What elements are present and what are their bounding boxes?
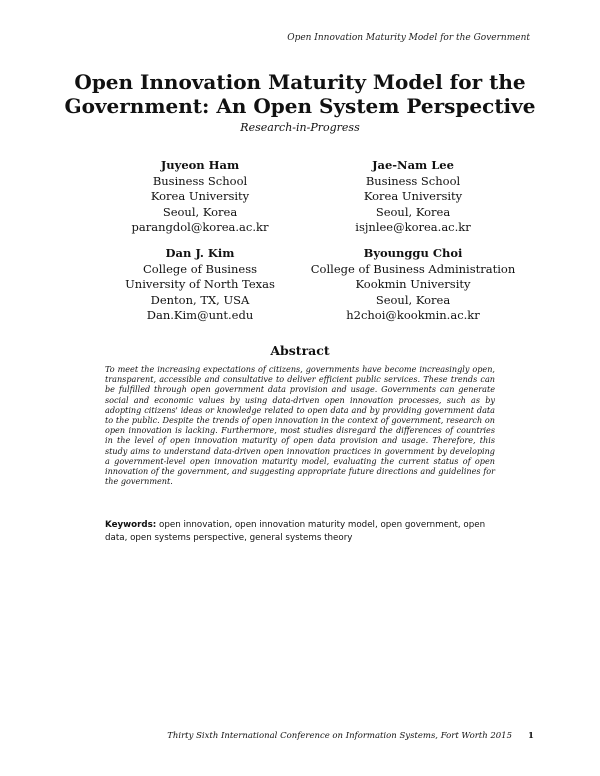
footer-conference: Thirty Sixth International Conference on Information Systems, Fort Worth 2015 (167, 731, 512, 741)
author-block (100, 246, 300, 324)
author-institution: University of North Texas (125, 277, 275, 291)
author-institution: Korea University (363, 189, 463, 203)
abstract-heading: Abstract (270, 343, 330, 358)
author-name: Dan J. Kim (165, 246, 235, 260)
author-block (283, 246, 543, 324)
author-institution: Korea University (150, 189, 250, 203)
page-number: 1 (528, 731, 534, 741)
abstract-body: To meet the increasing expectations of citizens, governments have become increasingly open, transparent, accessible and consultative to deliver efficient public services. These trends can be fulfilled through open government data provision and usage. Governments can generate social and economic values by using data-driven open innovation processes, such as by adopting citizens' ideas or knowledge related to open data and by providing government data to the public. Despite the trends of open innovation in the context of government, research on open innovation is lacking. Furthermore, most studies disregard the differences of countries in the level of open innovation maturity of open data provision and usage. Therefore, this study aims to understand data-driven open innovation practices in government by developing a government-level open innovation maturity model, evaluating the current status of open innovation of the government, and suggesting appropriate future directions and guidelines for the government. (105, 364, 495, 487)
author-email: h2choi@kookmin.ac.kr (346, 308, 480, 322)
author-affiliation: College of Business Administration (310, 261, 516, 276)
author-email: Dan.Kim@unt.edu (146, 308, 254, 322)
keywords (105, 519, 497, 544)
author-email: isjnlee@korea.ac.kr (355, 220, 471, 234)
author-location: Seoul, Korea (375, 204, 451, 219)
author-location: Denton, TX, USA (150, 292, 250, 307)
paper-subtitle: Research-in-Progress (240, 121, 360, 134)
paper-title: Open Innovation Maturity Model for the Government: An Open System Perspective (64, 70, 536, 118)
author-affiliation: Business School (365, 173, 461, 188)
author-location: Seoul, Korea (375, 292, 451, 307)
author-name: Jae-Nam Lee (372, 158, 454, 172)
author-name: Byounggu Choi (363, 246, 463, 260)
author-name: Juyeon Ham (160, 158, 240, 172)
keywords-label: Keywords: (105, 520, 157, 530)
author-affiliation: College of Business (143, 261, 257, 276)
author-location: Seoul, Korea (162, 204, 238, 219)
keywords-text: open innovation, open innovation maturity model, open government, open data, open systems perspective, general systems theory (105, 520, 486, 543)
author-block (100, 158, 300, 236)
author-block (313, 158, 513, 236)
author-email: parangdol@korea.ac.kr (131, 220, 269, 234)
author-institution: Kookmin University (355, 277, 471, 291)
running-head: Open Innovation Maturity Model for the Government (287, 33, 530, 43)
author-affiliation: Business School (152, 173, 248, 188)
